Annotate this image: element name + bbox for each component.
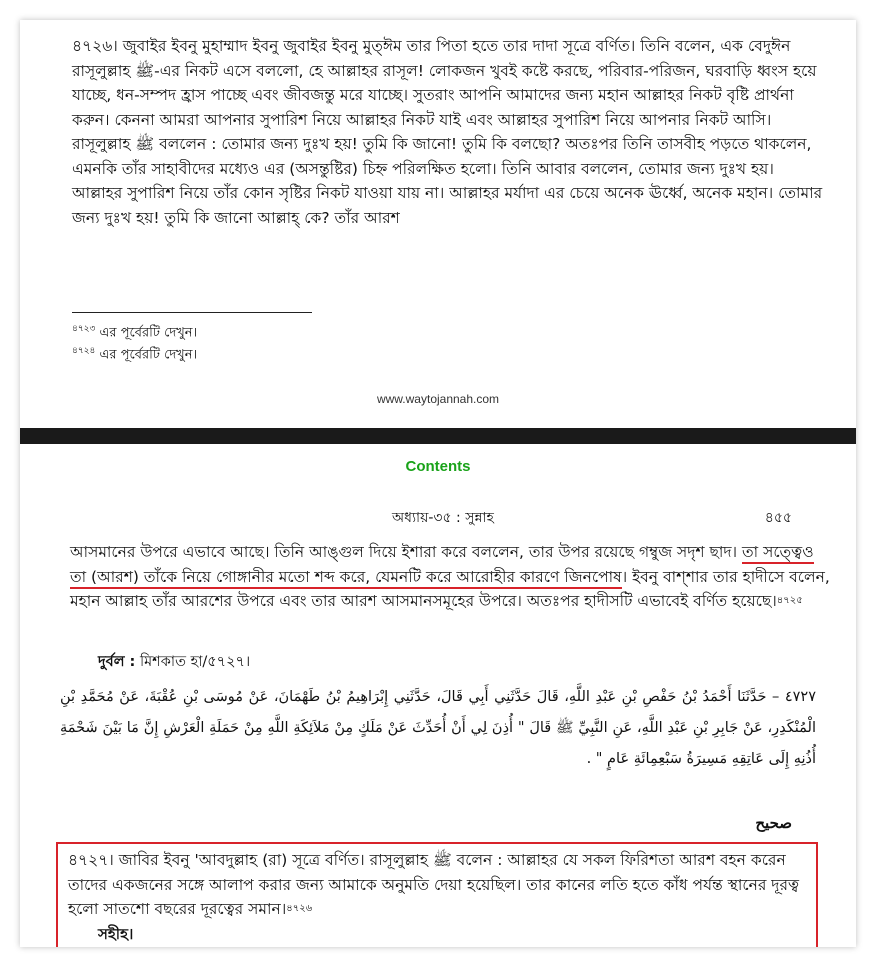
footnote-text: এর পূর্বেরটি দেখুন। bbox=[99, 325, 198, 341]
page-divider bbox=[20, 428, 856, 444]
page-number: ৪৫৫ bbox=[764, 510, 792, 526]
footnote-number: ৪৭২৩ bbox=[72, 324, 96, 334]
footnote-text: এর পূর্বেরটি দেখুন। bbox=[99, 347, 198, 363]
hadith-4726-text bbox=[72, 34, 824, 230]
hadith-4727-translation bbox=[68, 848, 814, 922]
footnote-4723 bbox=[72, 320, 197, 342]
hadith-4726-continuation bbox=[70, 540, 830, 614]
reference-number: ৪৭২৬ bbox=[286, 903, 313, 914]
scanned-page-top bbox=[20, 20, 856, 428]
hadith-4727-paragraph bbox=[68, 848, 814, 922]
continuation-paragraph bbox=[70, 540, 830, 614]
website-watermark: www.waytojannah.com bbox=[376, 392, 500, 406]
screenshot-frame bbox=[20, 20, 856, 947]
footnote-number: ৪৭২৪ bbox=[72, 346, 96, 356]
scanned-page-bottom bbox=[20, 444, 856, 947]
arabic-grade-label: صحيح bbox=[755, 814, 792, 832]
reference-number: ৪৭২৫ bbox=[776, 595, 803, 606]
footnote-4724 bbox=[72, 342, 197, 364]
hadith-4726-paragraph: ৪৭২৬। জুবাইর ইবনু মুহাম্মাদ ইবনু জুবাইর ইবনু মুত্‌ঈম তার পিতা হতে তার দাদা সূত্রে বর্ণিত। তিনি বলেন, এক বেদুঈন রাসূলুল্লাহ ﷺ-এর নিকট এসে বললো, হে আল্লাহর রাসূল! লোকজন খুবই কষ্টে করছে, পরিবার-পরিজন, ঘরবাড়ি ধ্বংস হয়ে যাচ্ছে, ধন-সম্পদ হ্রাস পাচ্ছে এবং জীবজন্তু মরে যাচ্ছে। সুতরাং আপনি আমাদের জন্য মহান আল্লাহর নিকট বৃষ্টি প্রার্থনা করুন। কেননা আমরা আপনার সুপারিশ নিয়ে আল্লাহর নিকট যাই এবং আল্লাহর সুপারিশ নিয়ে আপনার নিকট আসি। রাসূলুল্লাহ ﷺ বললেন : তোমার জন্য দুঃখ হয়! তুমি কি জানো! তুমি কি বলছো? অতঃপর তিনি তাসবীহ পড়তে থাকলেন, এমনকি তাঁর সাহাবীদের মধ্যেও এর (অসন্তুষ্টির) চিহ্ন পরিলক্ষিত হলো। তিনি আবার বললেন, তোমার জন্য দুঃখ হয়। আল্লাহর সুপারিশ নিয়ে তাঁর কোন সৃষ্টির নিকট যাওয়া যায় না। আল্লাহর মর্যাদা এর চেয়ে অনেক ঊর্ধ্বে, অনেক মহান। তোমার জন্য দুঃখ হয়! তুমি কি জানো আল্লাহ্ কে? তাঁর আরশ bbox=[72, 37, 823, 227]
grade-sahih: সহীহ। bbox=[98, 925, 134, 943]
footnote-rule bbox=[72, 312, 312, 313]
translation-text: ৪৭২৭। জাবির ইবনু 'আবদুল্লাহ (রা) সূত্রে বর্ণিত। রাসূলুল্লাহ ﷺ বলেন : আল্লাহর যে সকল ফিরিশতা আরশ বহন করেন তাদের একজনের সঙ্গে আলাপ করার জন্য আমাকে অনুমতি দেয়া হয়েছিল। তার কানের লতি হতে কাঁধ পর্যন্ত স্থানের দূরত্ব হলো সাতশো বছরের দূরত্বের সমান। bbox=[68, 851, 799, 918]
underlined-highlight: তা সত্ত্বেও তা (আরশ) তাঁকে নিয়ে গোঙ্গানীর মতো শব্দ করে, যেমনটি করে আরোহীর কারণে জিনপোষ bbox=[70, 543, 814, 589]
grade-reference: মিশকাত হা/৫৭২৭। bbox=[139, 654, 251, 670]
contents-link[interactable]: Contents bbox=[405, 458, 471, 475]
grade-line-weak bbox=[98, 650, 250, 675]
continuation-text-2: । ইবনু বাশ্‌শার তার হাদীসে বলেন, মহান আল্লাহ তাঁর আরশের উপরে এবং তার আরশ আসমানসমূহের উপরে। অতঃপর হাদীসটি এভাবেই বর্ণিত হয়েছে। bbox=[70, 567, 830, 610]
running-head: অধ্যায়-৩৫ : সুন্নাহ bbox=[392, 510, 494, 526]
grade-label: দুর্বল : bbox=[98, 654, 136, 670]
arabic-hadith-text: ٤٧٢٧ – حَدَّثَنَا أَحْمَدُ بْنُ حَفْصِ بْنِ عَبْدِ اللَّهِ، قَالَ حَدَّثَنِي أَبِي قَالَ، حَدَّثَنِي إِبْرَاهِيمُ بْنُ طَهْمَانَ، عَنْ مُوسَى بْنِ عُقْبَةَ، عَنْ مُحَمَّدِ بْنِ الْمُنْكَدِرِ، عَنْ جَابِرِ بْنِ عَبْدِ اللَّهِ، عَنِ النَّبِيِّ ﷺ قَالَ " أُذِنَ لِي أَنْ أُحَدِّثَ عَنْ مَلَكٍ مِنْ مَلاَئِكَةِ اللَّهِ مِنْ حَمَلَةِ الْعَرْشِ إِنَّ مَا بَيْنَ شَحْمَةِ أُذُنِهِ إِلَى عَاتِقِهِ مَسِيرَةُ سَبْعِمِائَةِ عَامٍ " . bbox=[60, 689, 816, 767]
continuation-text: আসমানের উপরে এভাবে আছে। তিনি আঙ্গুল দিয়ে ইশারা করে বললেন, তার উপর রয়েছে গম্বুজ সদৃশ ছাদ। bbox=[70, 543, 738, 561]
